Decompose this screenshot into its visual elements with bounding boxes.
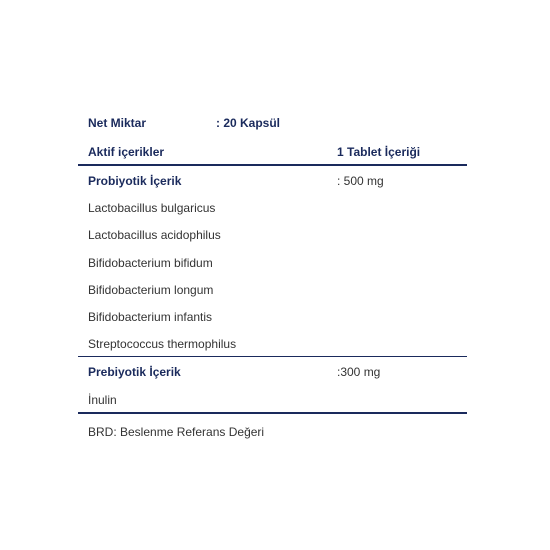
probiotic-amount: : 500 mg — [337, 174, 384, 188]
active-ingredients-header: Aktif içerikler — [88, 145, 165, 159]
list-item — [78, 193, 467, 220]
prebiotic-title-row — [78, 357, 467, 384]
probiotic-strain: Bifidobacterium infantis — [88, 309, 213, 324]
list-item — [78, 329, 467, 356]
net-amount-row — [78, 112, 467, 132]
probiotic-strain: Bifidobacterium longum — [88, 282, 214, 297]
list-item — [78, 385, 467, 412]
footnote — [78, 414, 467, 439]
probiotic-strain: Lactobacillus acidophilus — [88, 228, 221, 243]
prebiotic-item: İnulin — [88, 392, 117, 407]
prebiotic-amount: :300 mg — [337, 365, 381, 380]
net-amount-value: : 20 Kapsül — [216, 116, 281, 130]
probiotic-title: Probiyotik İçerik — [88, 174, 182, 188]
table-header — [78, 132, 467, 166]
list-item — [78, 275, 467, 302]
probiotic-strain: Streptococcus thermophilus — [88, 337, 237, 352]
list-item — [78, 248, 467, 275]
probiotic-title-row — [78, 166, 467, 193]
footnote-text: BRD: Beslenme Referans Değeri — [88, 424, 265, 439]
nutrition-panel — [78, 112, 467, 439]
list-item — [78, 302, 467, 329]
list-item — [78, 220, 467, 247]
per-tablet-header: 1 Tablet İçeriği — [337, 145, 421, 159]
probiotic-strain: Bifidobacterium bifidum — [88, 255, 213, 270]
probiotic-strain: Lactobacillus bulgaricus — [88, 201, 216, 216]
net-amount-label: Net Miktar — [88, 116, 147, 130]
prebiotic-title: Prebiyotik İçerik — [88, 365, 181, 380]
